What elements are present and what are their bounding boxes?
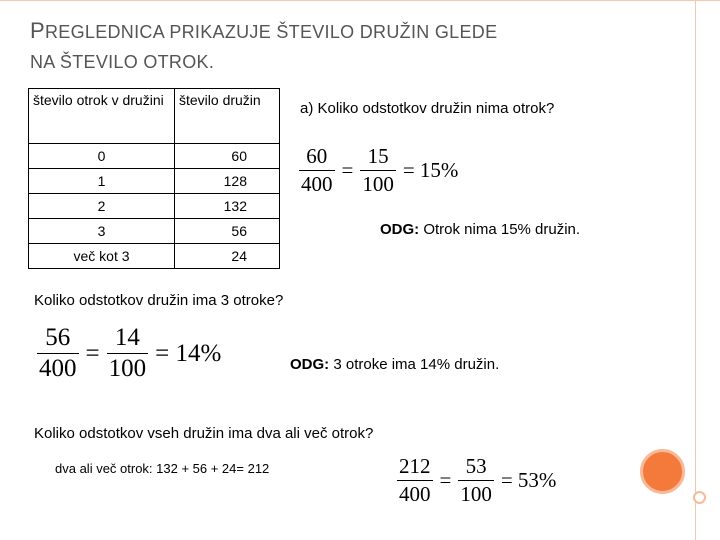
- equation-b: $\frac{56}{400}$ = $\frac{14}{100}$ = 14%: [39, 324, 222, 382]
- question-c: Koliko odstotkov vseh družin ima dva ali več otrok?: [34, 425, 374, 442]
- slide-title: PREGLEDNICA PRIKAZUJE ŠTEVILO DRUŽIN GLEDE NA ŠTEVILO OTROK.: [30, 18, 498, 72]
- fraction: $\frac{14}{100}$: [108, 324, 147, 382]
- cell-families: 132: [175, 194, 280, 219]
- decorative-circle: [640, 449, 685, 494]
- table-row: [29, 169, 280, 194]
- answer-b: ODG: 3 otroke ima 14% družin.: [290, 356, 500, 373]
- cell-children: 1: [29, 169, 175, 194]
- header-children: število otrok v družini: [29, 89, 175, 144]
- sum-text: dva ali več otrok: 132 + 56 + 24= 212: [55, 461, 270, 476]
- fraction: $\frac{60}{400}$: [301, 144, 333, 196]
- equation-c: $\frac{212}{400}$ = $\frac{53}{100}$ = 53%: [399, 454, 557, 506]
- cell-children: 0: [29, 144, 175, 169]
- cell-children: več kot 3: [29, 244, 175, 269]
- frame-top: [0, 0, 720, 1]
- cell-families: 128: [175, 169, 280, 194]
- table-row: [29, 244, 280, 269]
- equation-a: $\frac{60}{400}$ = $\frac{15}{100}$ = 15%: [301, 144, 459, 196]
- cell-families: 24: [175, 244, 280, 269]
- decorative-small-circle: [693, 491, 706, 504]
- families-table: [28, 88, 280, 269]
- fraction: $\frac{15}{100}$: [362, 144, 394, 196]
- header-families: število družin: [175, 89, 280, 144]
- table-row: [29, 194, 280, 219]
- table-header-row: [29, 89, 280, 144]
- table-row: [29, 219, 280, 244]
- cell-families: 60: [175, 144, 280, 169]
- table-row: [29, 144, 280, 169]
- fraction: $\frac{53}{100}$: [460, 454, 492, 506]
- cell-families: 56: [175, 219, 280, 244]
- fraction: $\frac{56}{400}$: [39, 324, 77, 382]
- question-a: a) Koliko odstotkov družin nima otrok?: [300, 100, 555, 117]
- question-b: Koliko odstotkov družin ima 3 otroke?: [34, 292, 284, 309]
- cell-children: 2: [29, 194, 175, 219]
- frame-right: [695, 0, 696, 540]
- answer-a: ODG: Otrok nima 15% družin.: [380, 221, 581, 238]
- fraction: $\frac{212}{400}$: [399, 454, 431, 506]
- cell-children: 3: [29, 219, 175, 244]
